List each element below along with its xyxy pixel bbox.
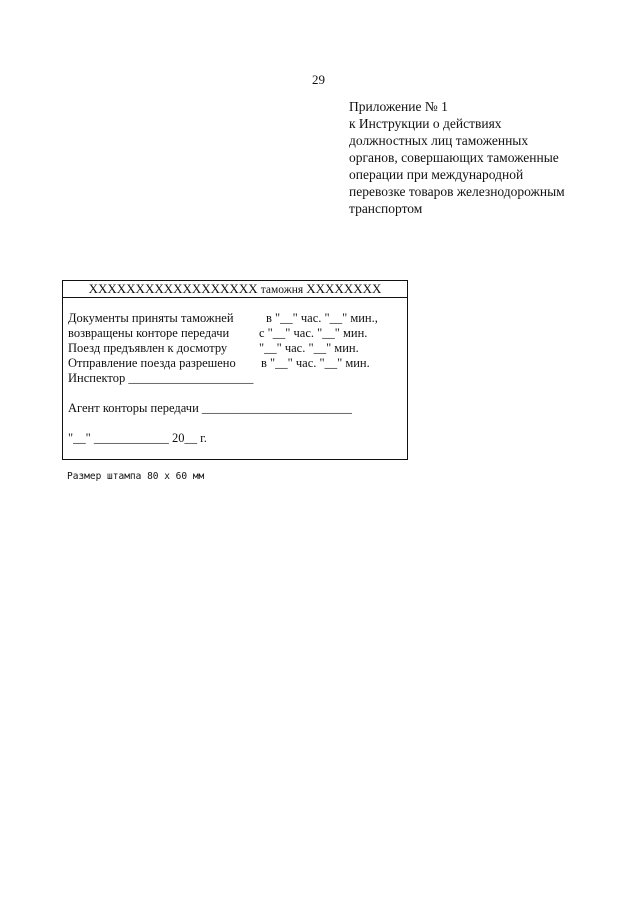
- stamp-row-documents-accepted: [68, 311, 408, 326]
- stamp-row-label: Поезд предъявлен к досмотру: [68, 341, 228, 355]
- appendix-line: к Инструкции о действиях: [349, 116, 502, 131]
- stamp-header-placeholder-left: XXXXXXXXXXXXXXXXXX: [88, 281, 258, 296]
- stamp-size-caption: Размер штампа 80 х 60 мм: [67, 471, 205, 482]
- stamp-row-label: Отправление поезда разрешено: [68, 356, 236, 370]
- stamp-date-line: "__" ____________ 20__ г.: [68, 431, 207, 445]
- stamp-header-customs-label: таможня: [260, 284, 304, 296]
- stamp-row-time: в "__" час. "__" мин.: [261, 356, 370, 370]
- appendix-line: должностных лиц таможенных: [349, 133, 529, 148]
- appendix-line: Приложение № 1: [349, 99, 448, 114]
- stamp-row-inspector: [68, 371, 408, 386]
- stamp-row-label: Инспектор ____________________: [68, 371, 254, 385]
- stamp-header: [63, 281, 407, 298]
- stamp-row-label: Документы приняты таможней: [68, 311, 234, 325]
- stamp-row-departure-allowed: [68, 356, 408, 371]
- stamp-row-train-presented: [68, 341, 408, 356]
- appendix-line: транспортом: [349, 201, 423, 216]
- stamp-row-time: в "__" час. "__" мин.,: [266, 311, 378, 325]
- stamp-rows: [68, 311, 408, 386]
- stamp-row-time: с "__" час. "__" мин.: [259, 326, 368, 340]
- stamp-row-time: "__" час. "__" мин.: [259, 341, 359, 355]
- stamp-header-placeholder-right: XXXXXXXX: [306, 281, 382, 296]
- customs-stamp-form: [62, 280, 408, 460]
- appendix-line: операции при международной: [349, 167, 524, 182]
- appendix-line: органов, совершающих таможенные: [349, 150, 559, 165]
- appendix-line: перевозке товаров железнодорожным: [349, 184, 565, 199]
- appendix-header: [349, 98, 629, 217]
- stamp-row-returned: [68, 326, 408, 341]
- page-number: 29: [312, 72, 325, 87]
- stamp-agent-line: Агент конторы передачи ________________________: [68, 401, 352, 415]
- stamp-row-label: возвращены конторе передачи: [68, 326, 230, 340]
